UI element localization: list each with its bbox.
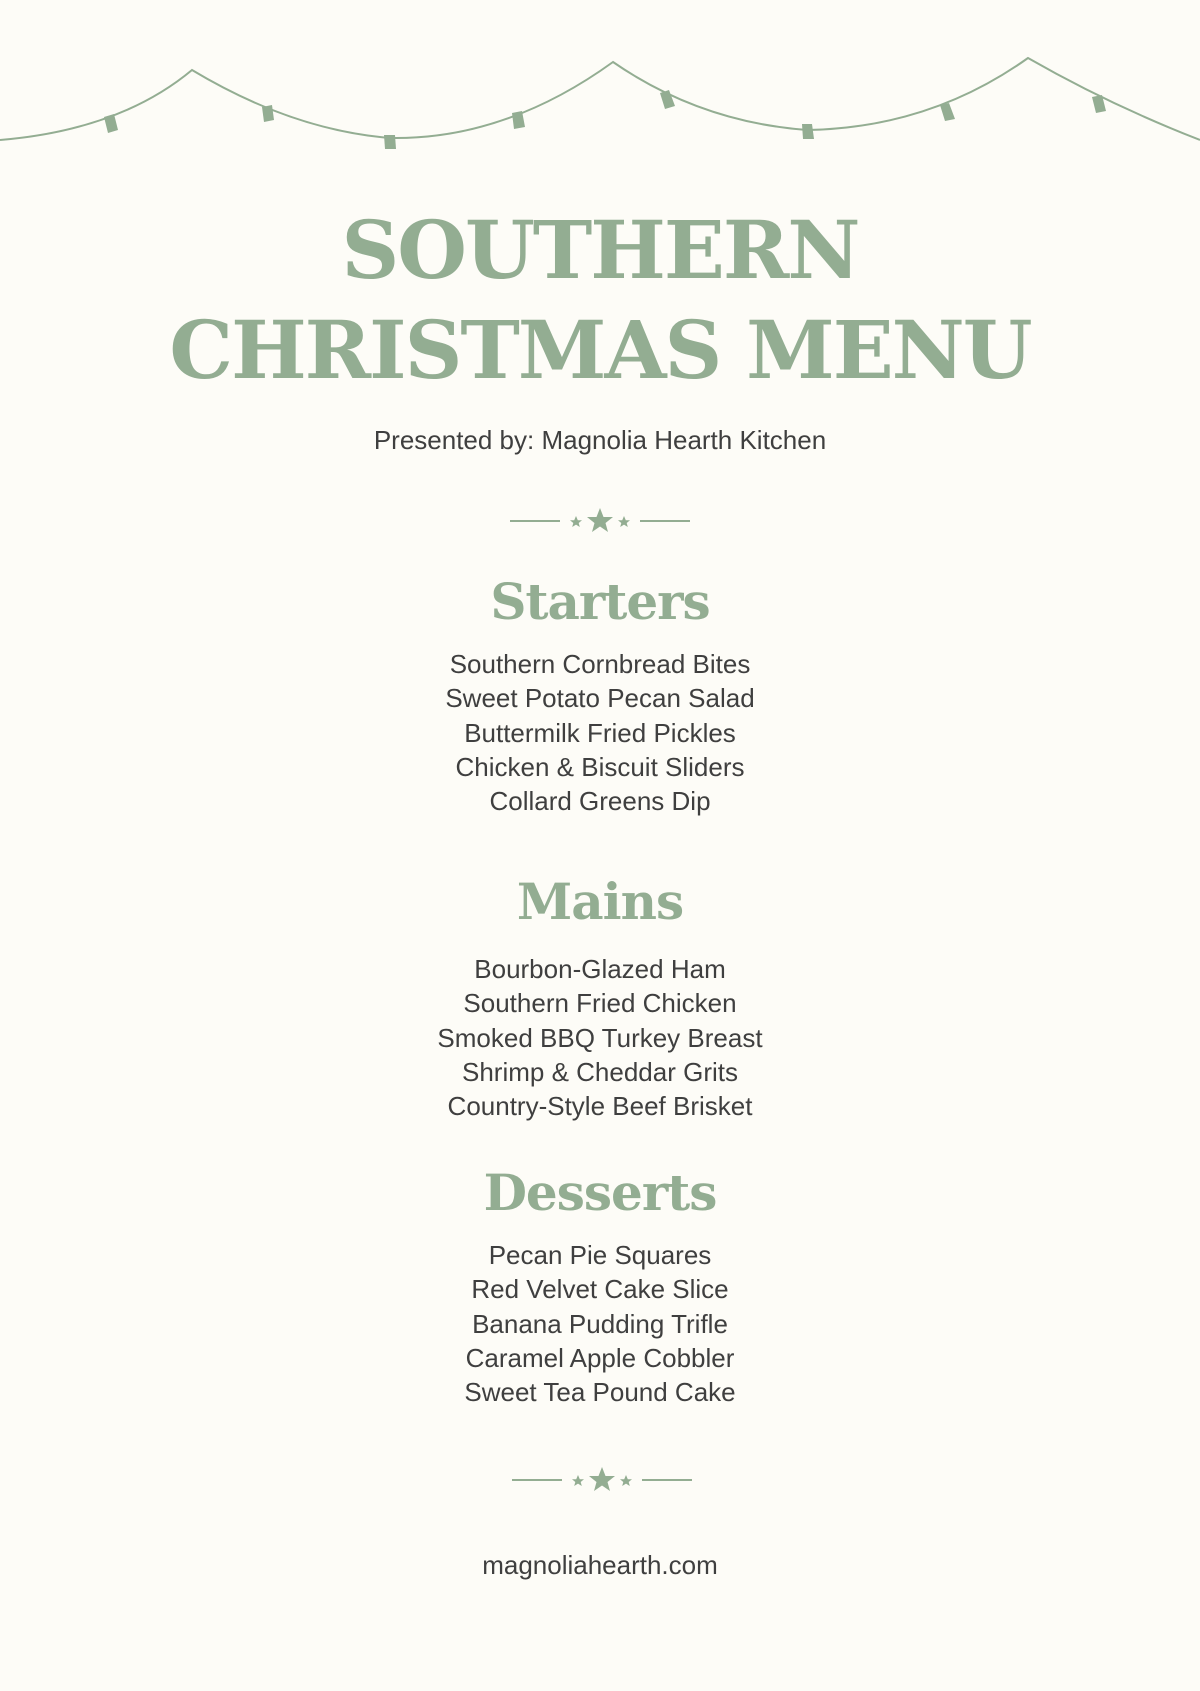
menu-item: Shrimp & Cheddar Grits <box>462 1056 738 1087</box>
star-divider-bottom <box>507 1465 697 1495</box>
menu-item: Sweet Potato Pecan Salad <box>445 683 755 714</box>
section-title-desserts: Desserts <box>483 1163 717 1222</box>
menu-item: Sweet Tea Pound Cake <box>464 1377 736 1408</box>
section-title-starters: Starters <box>490 572 710 631</box>
website-link[interactable]: magnoliahearth.com <box>482 1550 718 1580</box>
menu-item: Banana Pudding Trifle <box>472 1308 728 1339</box>
menu-item: Pecan Pie Squares <box>488 1240 712 1270</box>
star-icon <box>620 1475 632 1486</box>
light-bulb-icon <box>104 114 118 133</box>
presented-by: Presented by: Magnolia Hearth Kitchen <box>373 425 827 455</box>
menu-item: Country-Style Beef Brisket <box>447 1091 753 1122</box>
mains-list <box>0 952 1200 1123</box>
menu-item: Chicken & Biscuit Sliders <box>455 751 745 782</box>
menu-title-line-1: SOUTHERN <box>341 203 859 297</box>
star-divider-top <box>505 506 695 536</box>
section-title-mains: Mains <box>516 872 684 931</box>
star-icon <box>572 1475 584 1486</box>
menu-item: Buttermilk Fried Pickles <box>464 717 736 748</box>
star-icon <box>589 1467 615 1491</box>
menu-item: Smoked BBQ Turkey Breast <box>437 1022 763 1053</box>
light-bulb-icon <box>660 90 675 109</box>
menu-item: Caramel Apple Cobbler <box>465 1342 735 1373</box>
light-bulb-icon <box>802 124 814 139</box>
menu-item: Southern Fried Chicken <box>463 988 737 1019</box>
menu-item: Bourbon-Glazed Ham <box>474 954 726 984</box>
menu-title-line-2: CHRISTMAS MENU <box>169 303 1031 397</box>
starters-list <box>0 647 1200 818</box>
string-lights-garland <box>0 0 1200 160</box>
light-bulb-icon <box>262 105 274 122</box>
light-bulb-icon <box>940 103 955 121</box>
menu-item: Collard Greens Dip <box>489 786 711 817</box>
menu-item: Red Velvet Cake Slice <box>471 1274 729 1305</box>
light-bulb-icon <box>384 135 396 149</box>
star-icon <box>587 508 613 532</box>
star-icon <box>570 516 582 527</box>
desserts-list <box>0 1238 1200 1409</box>
menu-item: Southern Cornbread Bites <box>449 649 751 679</box>
star-icon <box>618 516 630 527</box>
light-bulb-icon <box>512 111 525 129</box>
